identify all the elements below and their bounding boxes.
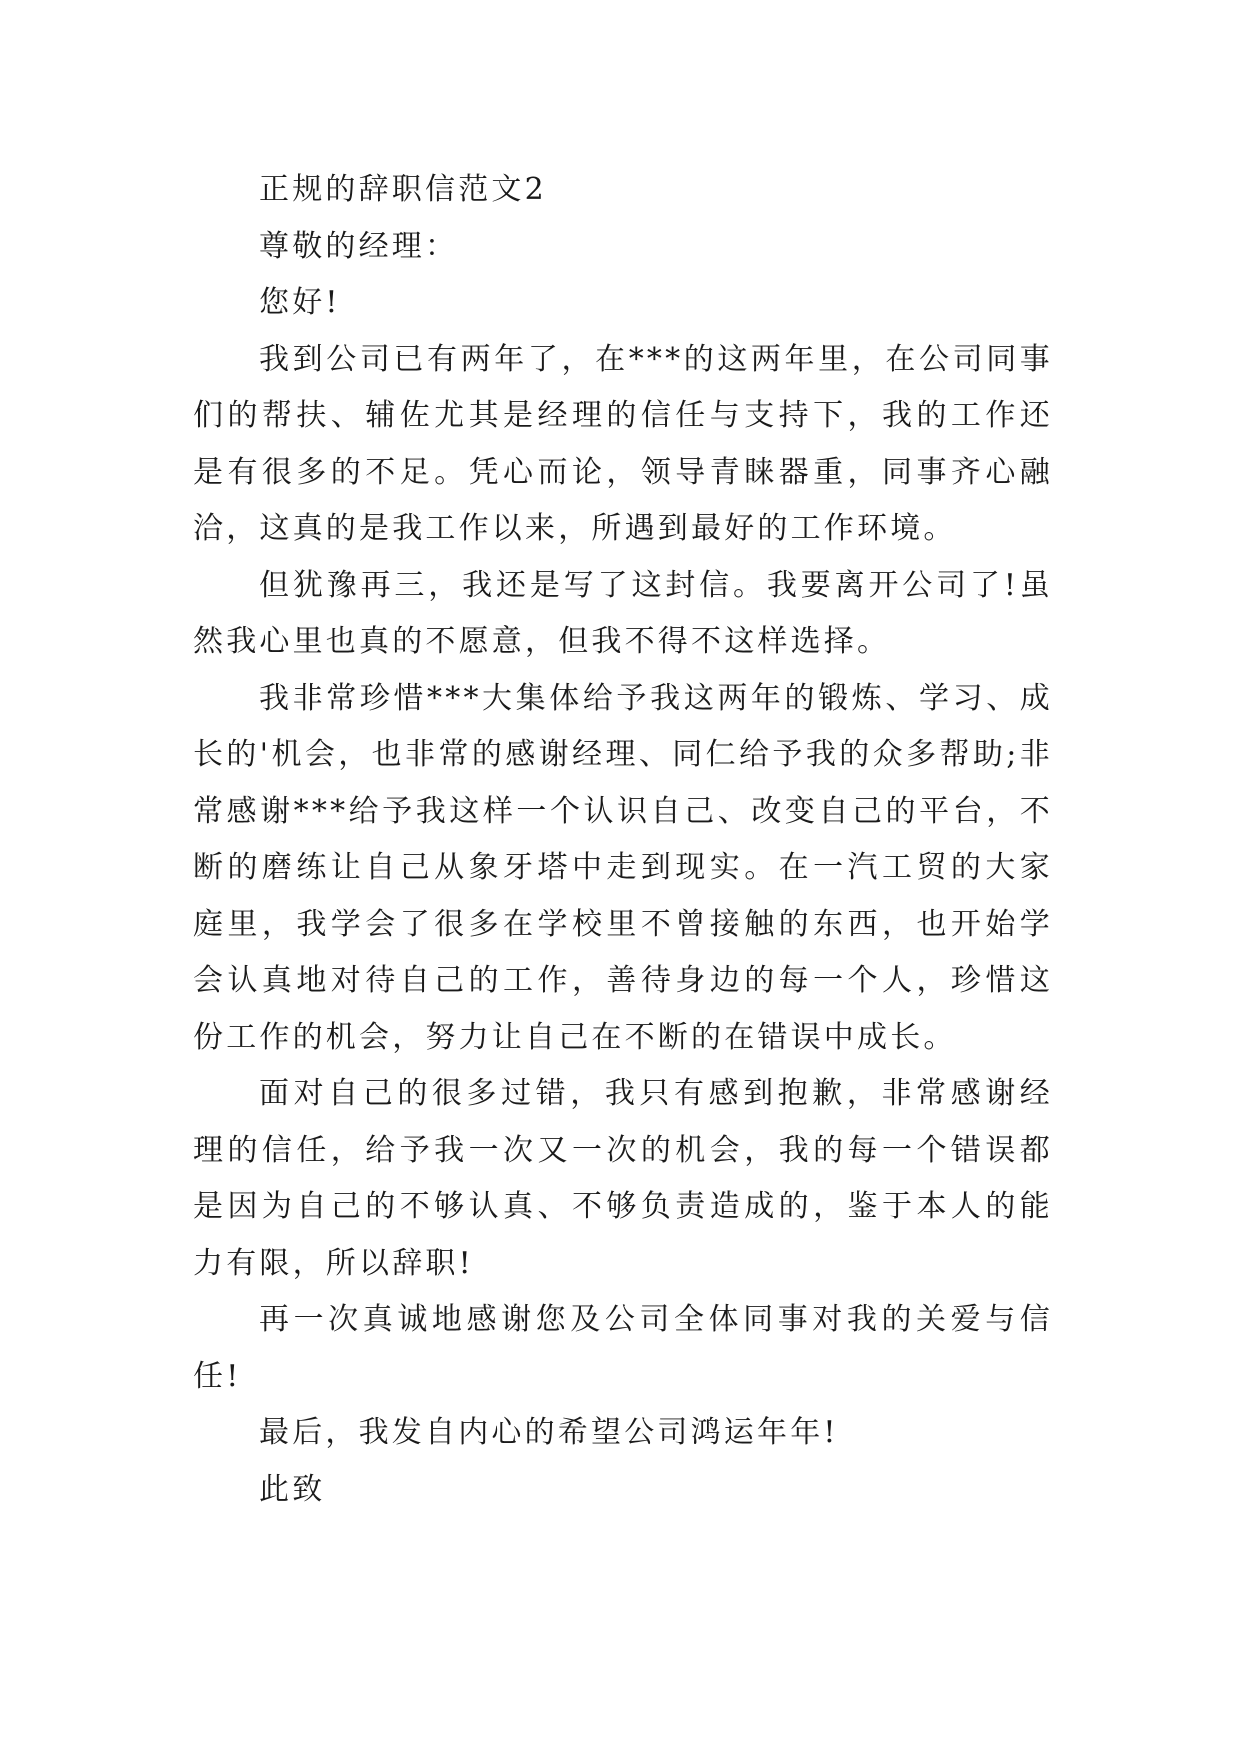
paragraph: 面对自己的很多过错，我只有感到抱歉，非常感谢经理的信任，给予我一次又一次的机会，我的每一个错误都是因为自己的不够认真、不够负责造成的，鉴于本人的能力有限，所以辞职! <box>193 1076 1053 1281</box>
paragraph: 我非常珍惜***大集体给予我这两年的锻炼、学习、成长的'机会，也非常的感谢经理、同仁给予我的众多帮助;非常感谢***给予我这样一个认识自己、改变自己的平台，不断的磨练让自己从象牙塔中走到现实。在一汽工贸的大家庭里，我学会了很多在学校里不曾接触的东西，也开始学会认真地对待自己的工作，善待身边的每一个人，珍惜这份工作的机会，努力让自己在不断的在错误中成长。 <box>193 680 1053 1055</box>
paragraph: 最后，我发自内心的希望公司鸿运年年! <box>259 1415 839 1450</box>
paragraph: 我到公司已有两年了，在***的这两年里，在公司同事们的帮扶、辅佐尤其是经理的信任与支持下，我的工作还是有很多的不足。凭心而论，领导青睐器重，同事齐心融洽，这真的是我工作以来，所遇到最好的工作环境。 <box>193 341 1053 546</box>
salutation: 尊敬的经理： <box>259 228 459 264</box>
paragraph: 但犹豫再三，我还是写了这封信。我要离开公司了!虽然我心里也真的不愿意，但我不得不这样选择。 <box>193 567 1053 659</box>
document-title: 正规的辞职信范文2 <box>259 172 547 207</box>
greeting: 您好! <box>259 285 341 320</box>
letter-body <box>193 162 1053 1518</box>
paragraph: 再一次真诚地感谢您及公司全体同事对我的关爱与信任! <box>193 1302 1053 1394</box>
closing: 此致 <box>259 1471 326 1507</box>
